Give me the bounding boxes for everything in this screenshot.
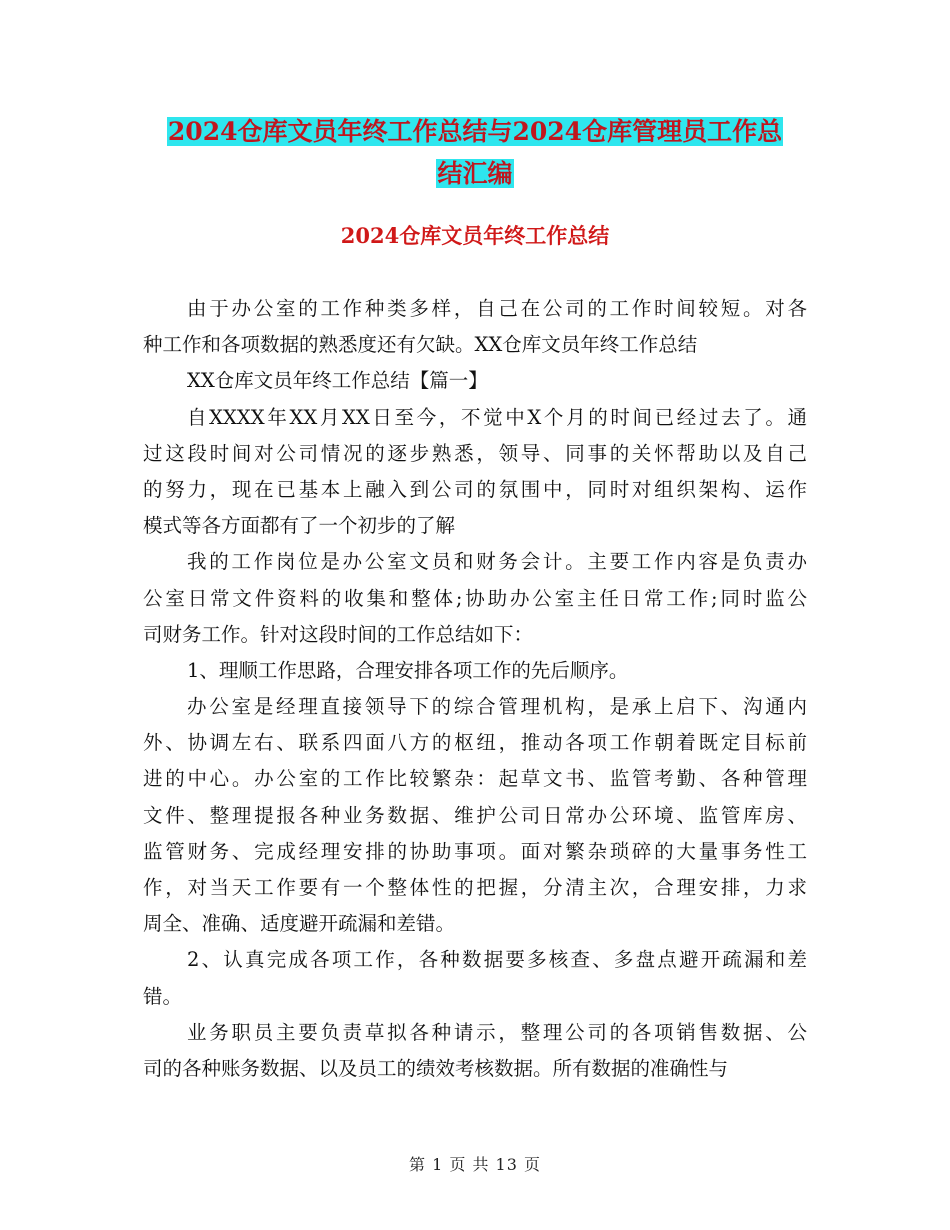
paragraph-line: 的努力，现在已基本上融入到公司的氛围中，同时对组织架构、运作 <box>143 477 807 501</box>
document-body <box>143 291 807 1087</box>
paragraph-line: XX仓库文员年终工作总结【篇一】 <box>187 369 488 393</box>
paragraph-line: 我的工作岗位是办公室文员和财务会计。主要工作内容是负责办 <box>187 550 807 574</box>
paragraph <box>143 291 807 363</box>
paragraph-line: 种工作和各项数据的熟悉度还有欠缺。XX仓库文员年终工作总结 <box>143 333 698 357</box>
paragraph <box>143 363 807 399</box>
paragraph <box>143 942 807 1014</box>
paragraph <box>143 653 807 689</box>
paragraph-line: 1、理顺工作思路，合理安排各项工作的先后顺序。 <box>187 658 629 682</box>
paragraph-line: 模式等各方面都有了一个初步的了解 <box>143 514 456 538</box>
paragraph-line: 过这段时间对公司情况的逐步熟悉，领导、同事的关怀帮助以及自己 <box>143 441 807 465</box>
paragraph-line: 作，对当天工作要有一个整体性的把握，分清主次，合理安排，力求 <box>143 876 807 899</box>
paragraph <box>143 544 807 653</box>
document-title-line-1: 2024仓库文员年终工作总结与2024仓库管理员工作总 <box>167 117 783 146</box>
paragraph-line: 业务职员主要负责草拟各种请示，整理公司的各项销售数据、公 <box>187 1020 807 1044</box>
paragraph-line: 监管财务、完成经理安排的协助事项。面对繁杂琐碎的大量事务性工 <box>143 839 807 863</box>
paragraph-line: 自XXXX年XX月XX日至今，不觉中X个月的时间已经过去了。通 <box>187 405 807 429</box>
page-footer: 第 1 页 共 13 页 <box>409 1155 541 1174</box>
paragraph-line: 文件、整理提报各种业务数据、维护公司日常办公环境、监管库房、 <box>143 803 807 827</box>
paragraph-line: 司财务工作。针对这段时间的工作总结如下： <box>143 622 534 646</box>
paragraph-line: 外、协调左右、联系四面八方的枢纽，推动各项工作朝着既定目标前 <box>143 731 807 755</box>
paragraph-line: 周全、准确、适度避开疏漏和差错。 <box>143 912 456 936</box>
paragraph-line: 办公室是经理直接领导下的综合管理机构，是承上启下、沟通内 <box>187 695 807 719</box>
section-title: 2024仓库文员年终工作总结 <box>340 223 610 248</box>
document-title-line-2: 结汇编 <box>437 159 513 188</box>
paragraph-line: 公室日常文件资料的收集和整体;协助办公室主任日常工作;同时监公 <box>143 586 807 610</box>
paragraph-line: 司的各种账务数据、以及员工的绩效考核数据。所有数据的准确性与 <box>143 1056 729 1080</box>
paragraph-line: 进的中心。办公室的工作比较繁杂：起草文书、监管考勤、各种管理 <box>143 767 807 791</box>
paragraph-line: 由于办公室的工作种类多样，自己在公司的工作时间较短。对各 <box>187 297 807 320</box>
paragraph <box>143 1015 807 1087</box>
paragraph-line: 2、认真完成各项工作，各种数据要多核查、多盘点避开疏漏和差 <box>187 948 807 972</box>
paragraph-line: 错。 <box>143 984 183 1008</box>
paragraph <box>143 400 807 545</box>
paragraph <box>143 689 807 942</box>
